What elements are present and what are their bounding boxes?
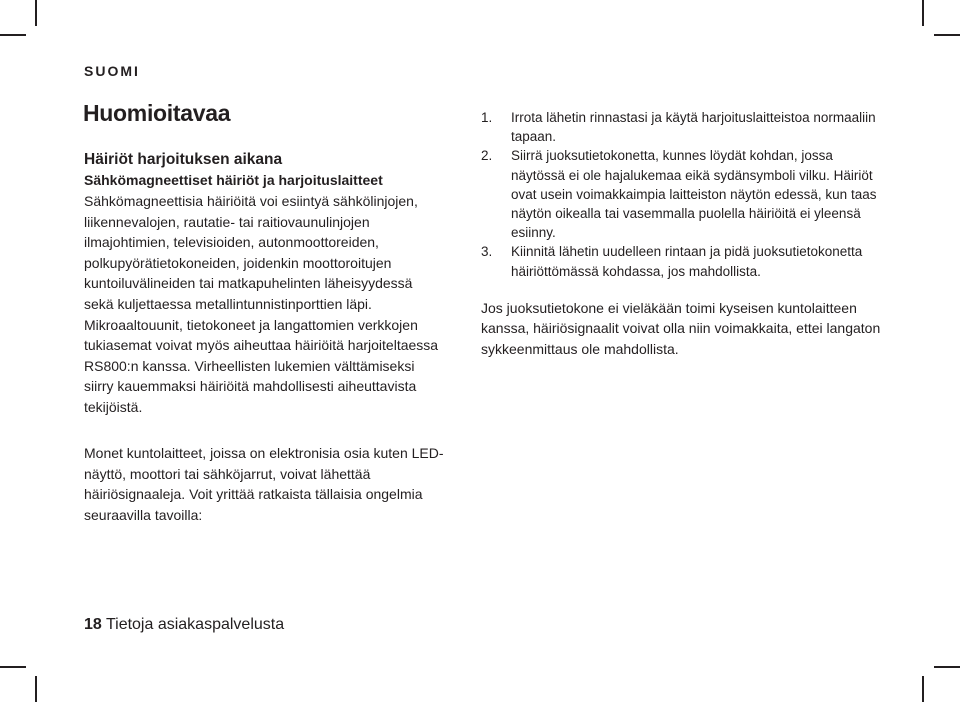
crop-mark-bottom-right-vertical <box>922 676 924 702</box>
crop-mark-top-right-vertical <box>922 0 924 26</box>
page-footer <box>84 616 284 634</box>
paragraph-equipment <box>84 443 454 525</box>
step-number: 1. <box>481 110 493 125</box>
crop-mark-bottom-right-horizontal <box>934 666 960 668</box>
subheading-secondary: Sähkömagneettiset häiriöt ja harjoituslaitteet <box>84 172 383 188</box>
step-number: 3. <box>481 244 493 260</box>
crop-mark-bottom-left-vertical <box>35 676 37 702</box>
subheading: Häiriöt harjoituksen aikana <box>84 151 283 168</box>
list-item <box>481 146 881 242</box>
paragraph-equipment-text: Monet kuntolaitteet, joissa on elektronisia osia kuten LED-näyttö, moottori tai sähköjarrut, voivat lähettää häiriösignaaleja. Voit yrittää ratkaista tällaisia ongelmia seuraavilla tavoilla: <box>84 445 444 523</box>
page-number: 18 <box>84 616 102 633</box>
crop-mark-top-left-vertical <box>35 0 37 26</box>
step-number: 2. <box>481 148 493 164</box>
page-title: Huomioitavaa <box>83 100 231 126</box>
crop-mark-bottom-left-horizontal <box>0 666 26 668</box>
step-text: Kiinnitä lähetin uudelleen rintaan ja pidä juoksutietokonetta häiriöttömässä kohdassa, jos mahdollista. <box>511 244 863 279</box>
step-text: Irrota lähetin rinnastasi ja käytä harjoituslaitteistoa normaaliin tapaan. <box>511 110 876 145</box>
paragraph-interference: Sähkömagneettisia häiriöitä voi esiintyä sähkölinjojen, liikennevalojen, rautatie- tai raitiovaunulinjojen ilmajohtimien, televisioiden, autonmoottoreiden, polkupyörätietokoneiden, joidenkin moottoroitujen kuntoiluvälineiden tai matkapuhelinten läheisyydessä sekä kuljettaessa metallintunnistinporttien läpi. Mikroaaltouunit, tietokoneet ja langattomien verkkojen tukiasemat voivat myös aiheuttaa häiriöitä harjoiteltaessa RS800:n kanssa. Virheellisten lukemien välttämiseksi siirry kauemmaksi häiriöitä mahdollisesti aiheuttavista tekijöistä. <box>84 193 439 415</box>
steps-list <box>481 108 881 281</box>
right-column <box>481 108 881 360</box>
list-item <box>481 242 881 280</box>
list-item <box>481 108 881 146</box>
step-text: Siirrä juoksutietokonetta, kunnes löydät kohdan, jossa näytössä ei ole hajalukemaa eikä sydänsymboli vilku. Häiriöt ovat usein voimakkaimpia laitteiston näytön edessä, kun taas näytön oikealla tai vasemmalla puolella häiriöitä ei yleensä esiinny. <box>511 148 877 241</box>
left-column <box>84 150 444 418</box>
footer-section-name: Tietoja asiakaspalvelusta <box>105 616 285 633</box>
section-label: SUOMI <box>84 63 140 79</box>
crop-mark-top-left-horizontal <box>0 34 26 36</box>
crop-mark-top-right-horizontal <box>934 34 960 36</box>
closing-paragraph: Jos juoksutietokone ei vieläkään toimi kyseisen kuntolaitteen kanssa, häiriösignaalit voivat olla niin voimakkaita, ettei langaton sykkeenmittaus ole mahdollista. <box>481 299 881 358</box>
